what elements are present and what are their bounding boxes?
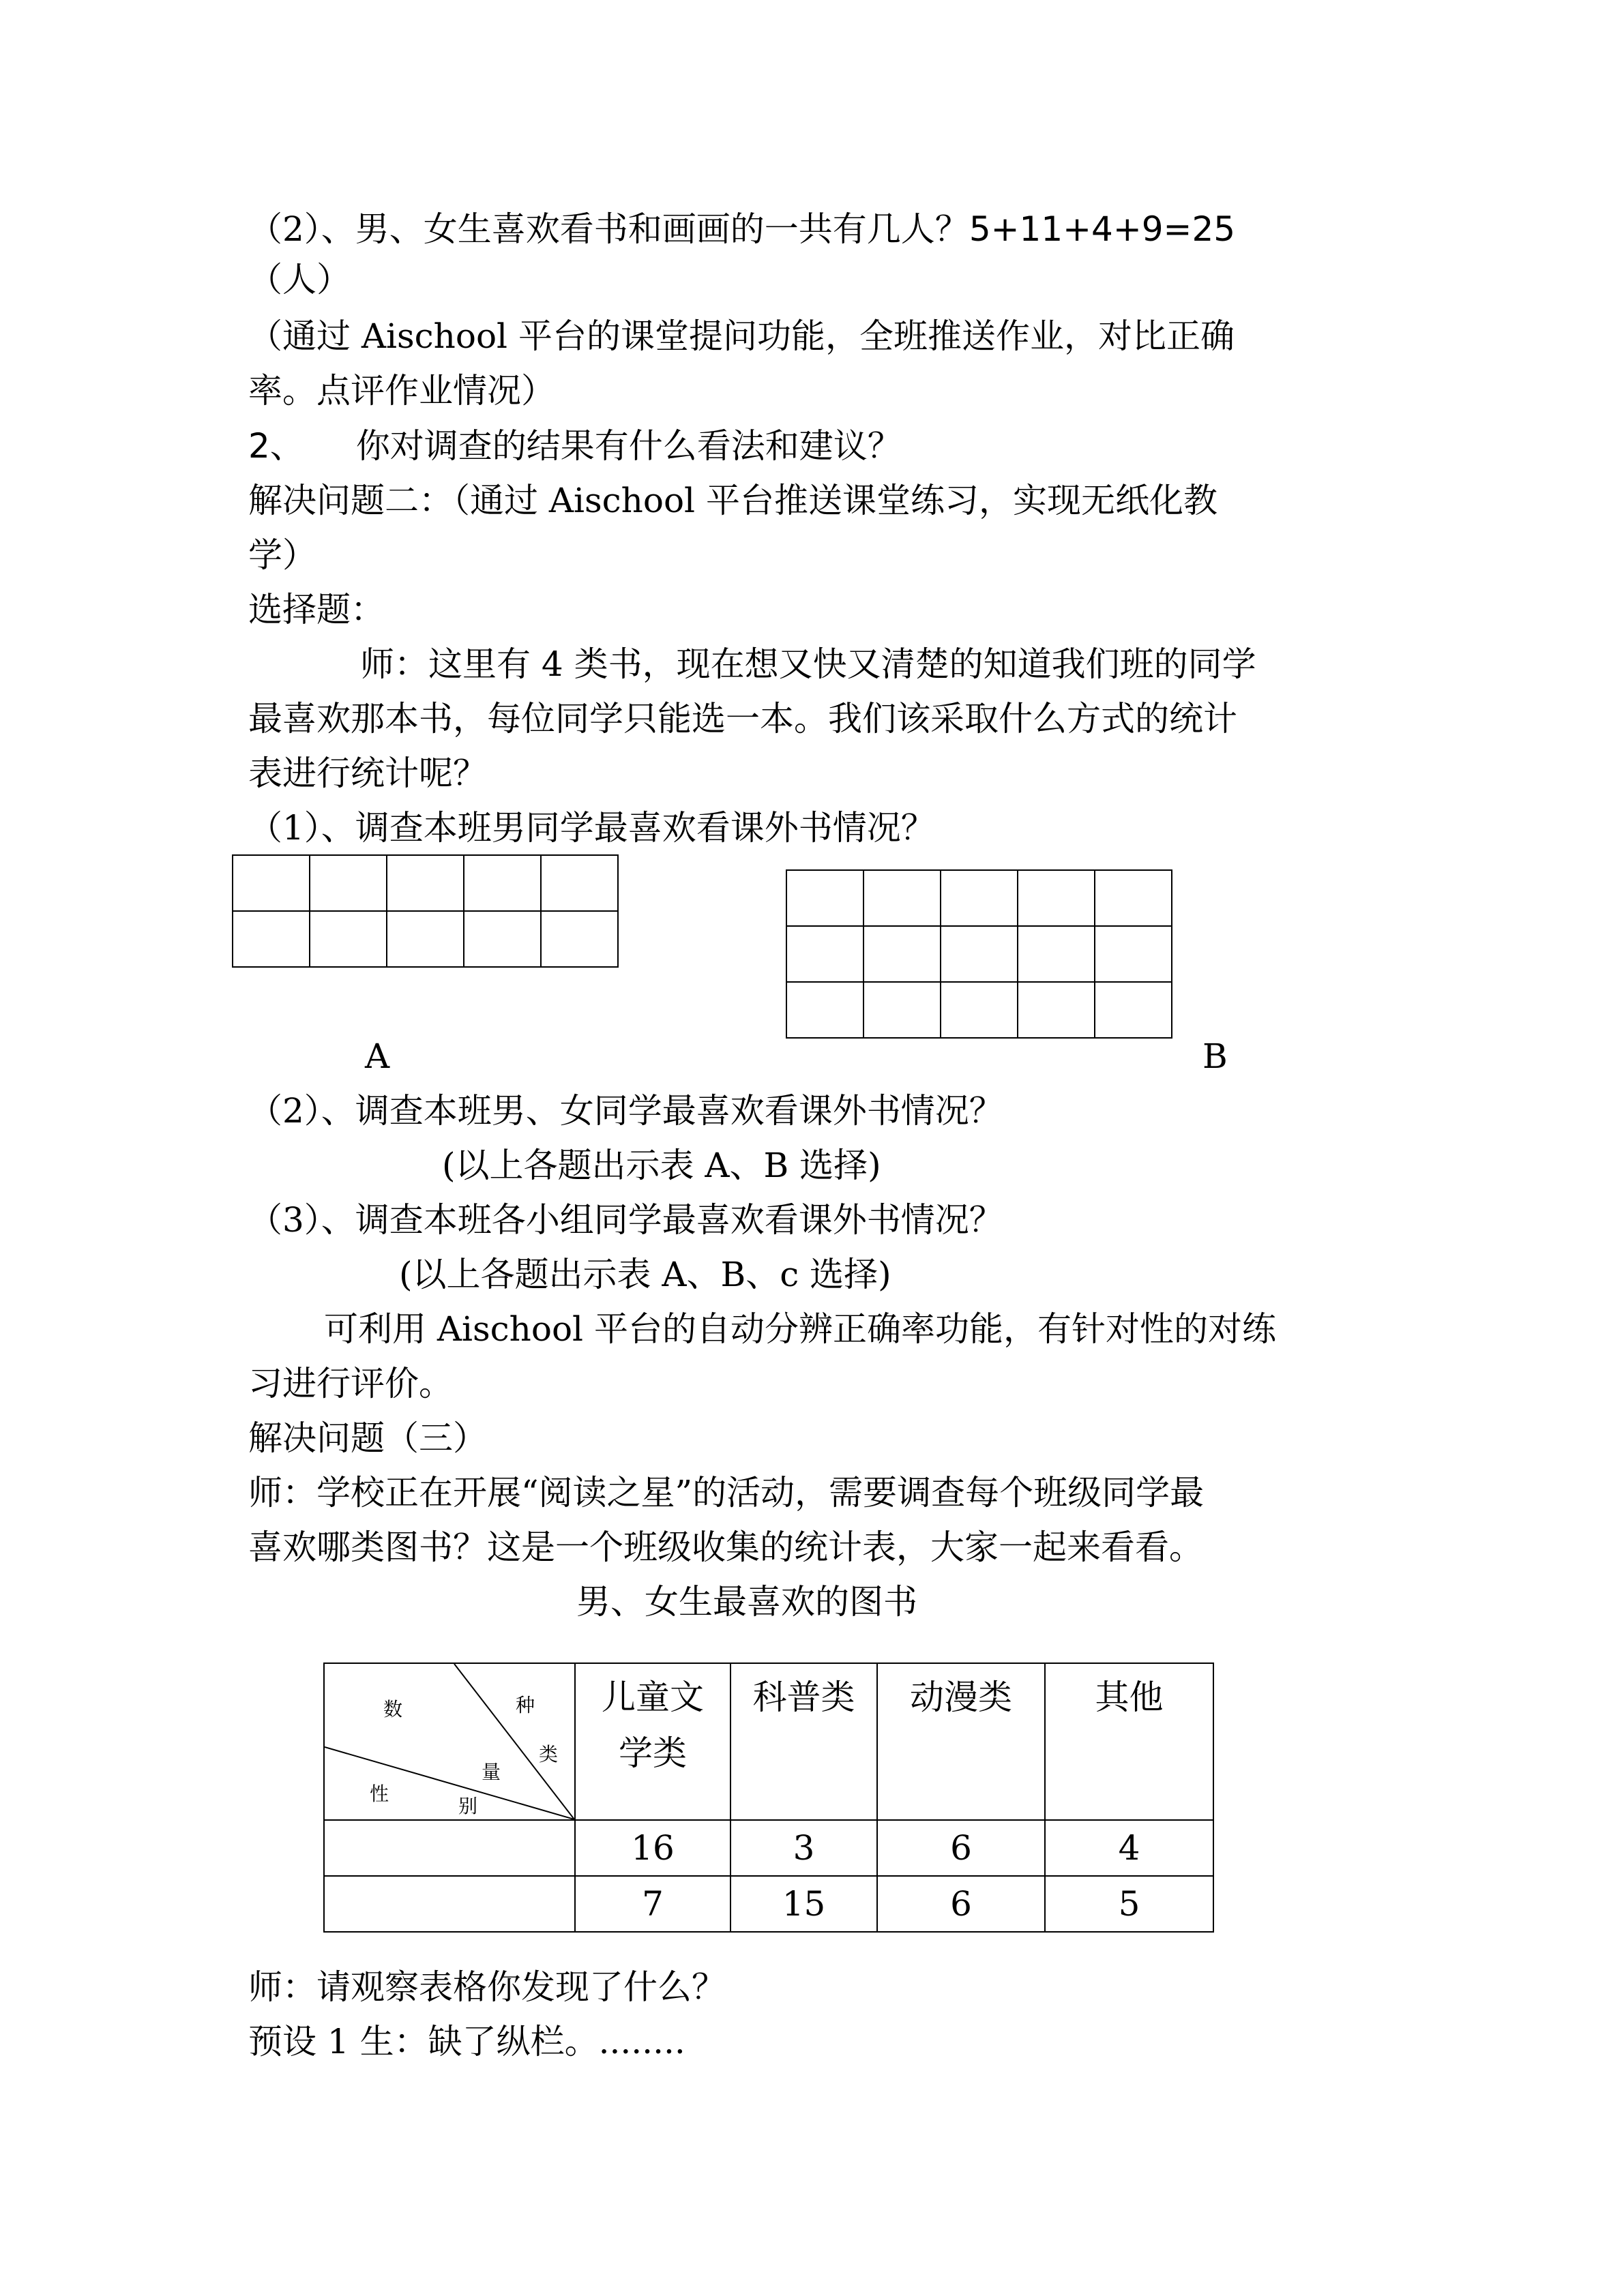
table-row [324,1876,1213,1932]
diag-label-zhong: 种 [516,1694,535,1716]
header-science: 科普类 [730,1663,877,1820]
header-line-1: 儿童文 [602,1678,704,1717]
blank-table-b [786,869,1172,1039]
cell-value: 7 [575,1876,730,1932]
label-table-a: A [365,1037,390,1076]
line-survey-1: （1）、调查本班男同学最喜欢看课外书情况？ [248,808,935,848]
line-aischool-note-1: （通过 Aischool 平台的课堂提问功能，全班推送作业，对比正确 [248,316,1235,356]
header-other: 其他 [1045,1663,1213,1820]
line-item-2 [248,425,902,467]
row-label [324,1876,575,1932]
diag-label-bie: 别 [458,1795,478,1817]
diagonal-header-cell [324,1663,575,1820]
cell-value: 4 [1045,1820,1213,1876]
cell-value: 6 [877,1876,1045,1932]
table-row [324,1820,1213,1876]
header-children-literature [575,1663,730,1820]
line-problem-3: 解决问题（三） [248,1418,487,1458]
line-teacher-3: 表进行统计呢？ [248,754,487,793]
cell-value: 16 [575,1820,730,1876]
line-survey-3: （3）、调查本班各小组同学最喜欢看课外书情况？ [248,1200,1003,1240]
item-number: 2、 [248,426,304,466]
line-question-2 [248,208,1235,250]
line-survey-2: （2）、调查本班男、女同学最喜欢看课外书情况？ [248,1091,1003,1131]
books-table [323,1663,1214,1933]
line-reading-star-2: 喜欢哪类图书？这是一个班级收集的统计表，大家一起来看看。 [248,1527,1203,1567]
header-line-2: 学类 [619,1733,687,1773]
diag-label-lei: 类 [539,1743,559,1765]
cell-value: 3 [730,1820,877,1876]
header-comics: 动漫类 [877,1663,1045,1820]
equation-text: 5+11+4+9=25 [969,209,1236,249]
blank-table-a [232,854,619,968]
cell-value: 6 [877,1820,1045,1876]
line-preset-answer: 预设 1 生：缺了纵栏。........ [248,2022,685,2061]
line-teacher-2: 最喜欢那本书，每位同学只能选一本。我们该采取什么方式的统计 [248,699,1237,739]
row-label [324,1820,575,1876]
diag-label-shu: 数 [383,1698,403,1720]
cell-value: 15 [730,1876,877,1932]
line-unit: （人） [248,260,351,299]
diagonal-lines [325,1664,574,1819]
question-text: （2）、男、女生喜欢看书和画画的一共有几人？ [248,209,969,249]
diag-label-xing: 性 [370,1783,389,1805]
line-reading-star-1: 师：学校正在开展“阅读之星”的活动，需要调查每个班级同学最 [248,1473,1205,1512]
line-aischool-note-2: 率。点评作业情况） [248,371,555,411]
line-choice-heading: 选择题： [248,590,385,629]
label-table-b: B [1202,1037,1228,1076]
line-teacher-1: 师：这里有 4 类书，现在想又快又清楚的知道我们班的同学 [360,644,1256,684]
diag-label-liang: 量 [482,1761,501,1783]
line-problem-2-cont: 学） [248,535,316,575]
item-text: 你对调查的结果有什么看法和建议？ [355,426,902,466]
line-note-abc: (以上各题出示表 A、B、c 选择) [399,1255,891,1294]
books-table-title: 男、女生最喜欢的图书 [576,1582,917,1622]
line-aischool-eval-1: 可利用 Aischool 平台的自动分辨正确率功能，有针对性的对练 [324,1309,1276,1349]
line-note-ab: (以上各题出示表 A、B 选择) [442,1146,881,1185]
line-aischool-eval-2: 习进行评价。 [248,1364,453,1403]
line-observe: 师：请观察表格你发现了什么？ [248,1967,726,2007]
cell-value: 5 [1045,1876,1213,1932]
line-problem-2: 解决问题二：（通过 Aischool 平台推送课堂练习，实现无纸化教 [248,481,1217,520]
